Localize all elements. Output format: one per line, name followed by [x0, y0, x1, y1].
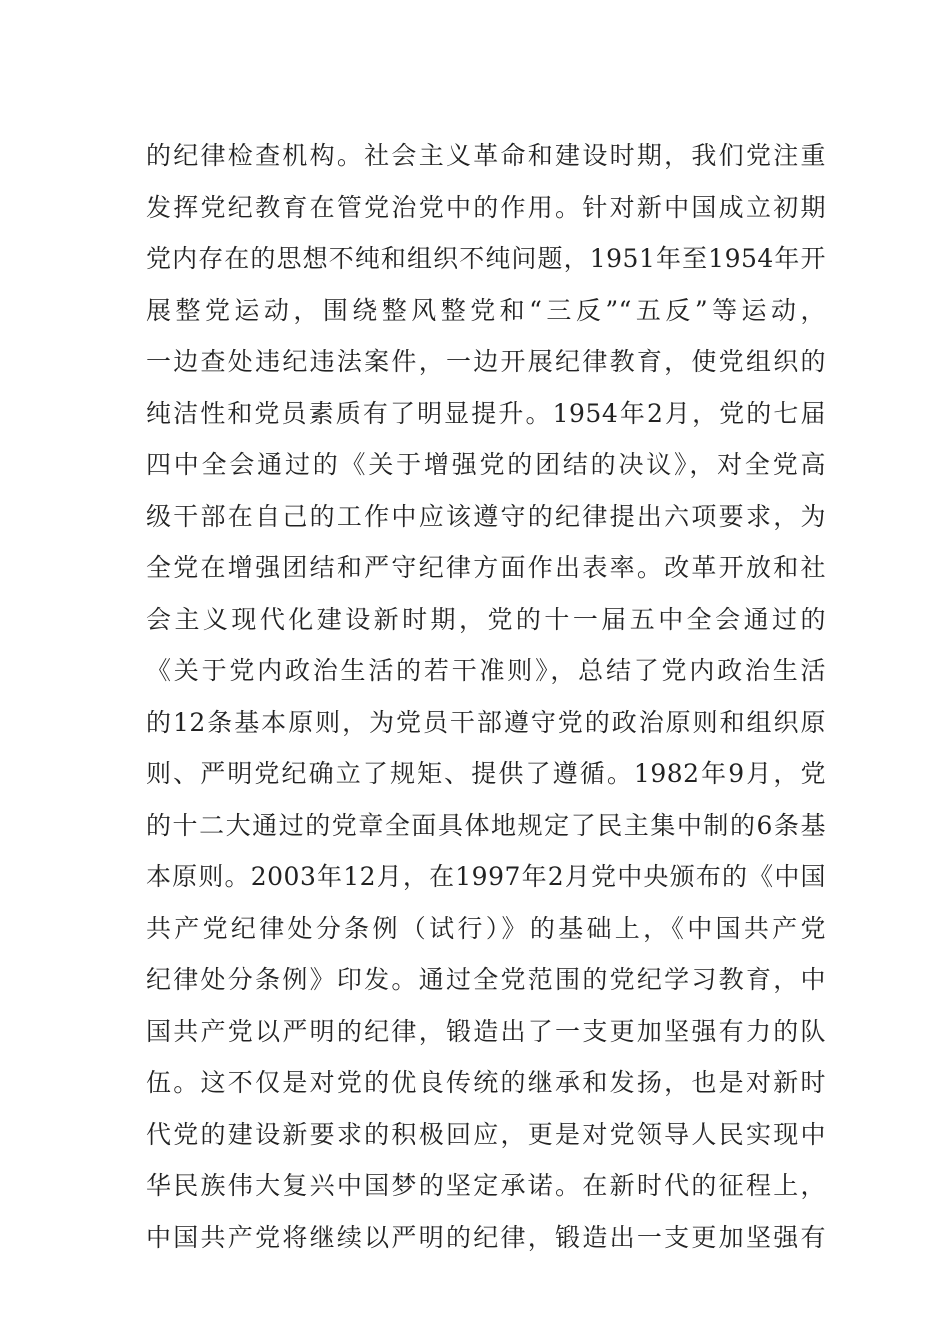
text-line: 华民族伟大复兴中国梦的坚定承诺。在新时代的征程上，: [146, 1171, 826, 1200]
text-line: 则、严明党纪确立了规矩、提供了遵循。1982年9月，党: [146, 759, 826, 788]
text-line: 会主义现代化建设新时期，党的十一届五中全会通过的: [146, 604, 826, 634]
text-line: 的12条基本原则，为党员干部遵守党的政治原则和组织原: [146, 707, 826, 737]
text-line: 纪律处分条例》印发。通过全党范围的党纪学习教育，中: [146, 965, 826, 994]
text-line: 四中全会通过的《关于增强党的团结的决议》，对全党高: [146, 450, 826, 479]
text-line: 展整党运动，围绕整风整党和“三反”“五反”等运动，: [146, 295, 826, 325]
text-line: 本原则。2003年12月，在1997年2月党中央颁布的《中国: [146, 862, 826, 891]
text-line: 的纪律检查机构。社会主义革命和建设时期，我们党注重: [146, 141, 826, 170]
text-line: 党内存在的思想不纯和组织不纯问题，1951年至1954年开: [146, 244, 826, 273]
text-line: 伍。这不仅是对党的优良传统的继承和发扬，也是对新时: [146, 1068, 826, 1097]
text-line: 共产党纪律处分条例（试行）》的基础上，《中国共产党: [146, 913, 826, 943]
text-line: 全党在增强团结和严守纪律方面作出表率。改革开放和社: [146, 553, 826, 582]
text-line: 级干部在自己的工作中应该遵守的纪律提出六项要求，为: [146, 501, 826, 531]
text-line: 中国共产党将继续以严明的纪律，锻造出一支更加坚强有: [146, 1222, 826, 1252]
text-line: 发挥党纪教育在管党治党中的作用。针对新中国成立初期: [146, 192, 826, 222]
text-line: 《关于党内政治生活的若干准则》，总结了党内政治生活: [146, 656, 826, 685]
text-line: 国共产党以严明的纪律，锻造出了一支更加坚强有力的队: [146, 1016, 826, 1046]
text-line: 纯洁性和党员素质有了明显提升。1954年2月，党的七届: [146, 398, 826, 428]
text-line: 的十二大通过的党章全面具体地规定了民主集中制的6条基: [146, 810, 826, 840]
text-line: 代党的建设新要求的积极回应，更是对党领导人民实现中: [146, 1119, 826, 1149]
body-text: [146, 130, 826, 1263]
text-line: 一边查处违纪违法案件，一边开展纪律教育，使党组织的: [146, 347, 826, 376]
